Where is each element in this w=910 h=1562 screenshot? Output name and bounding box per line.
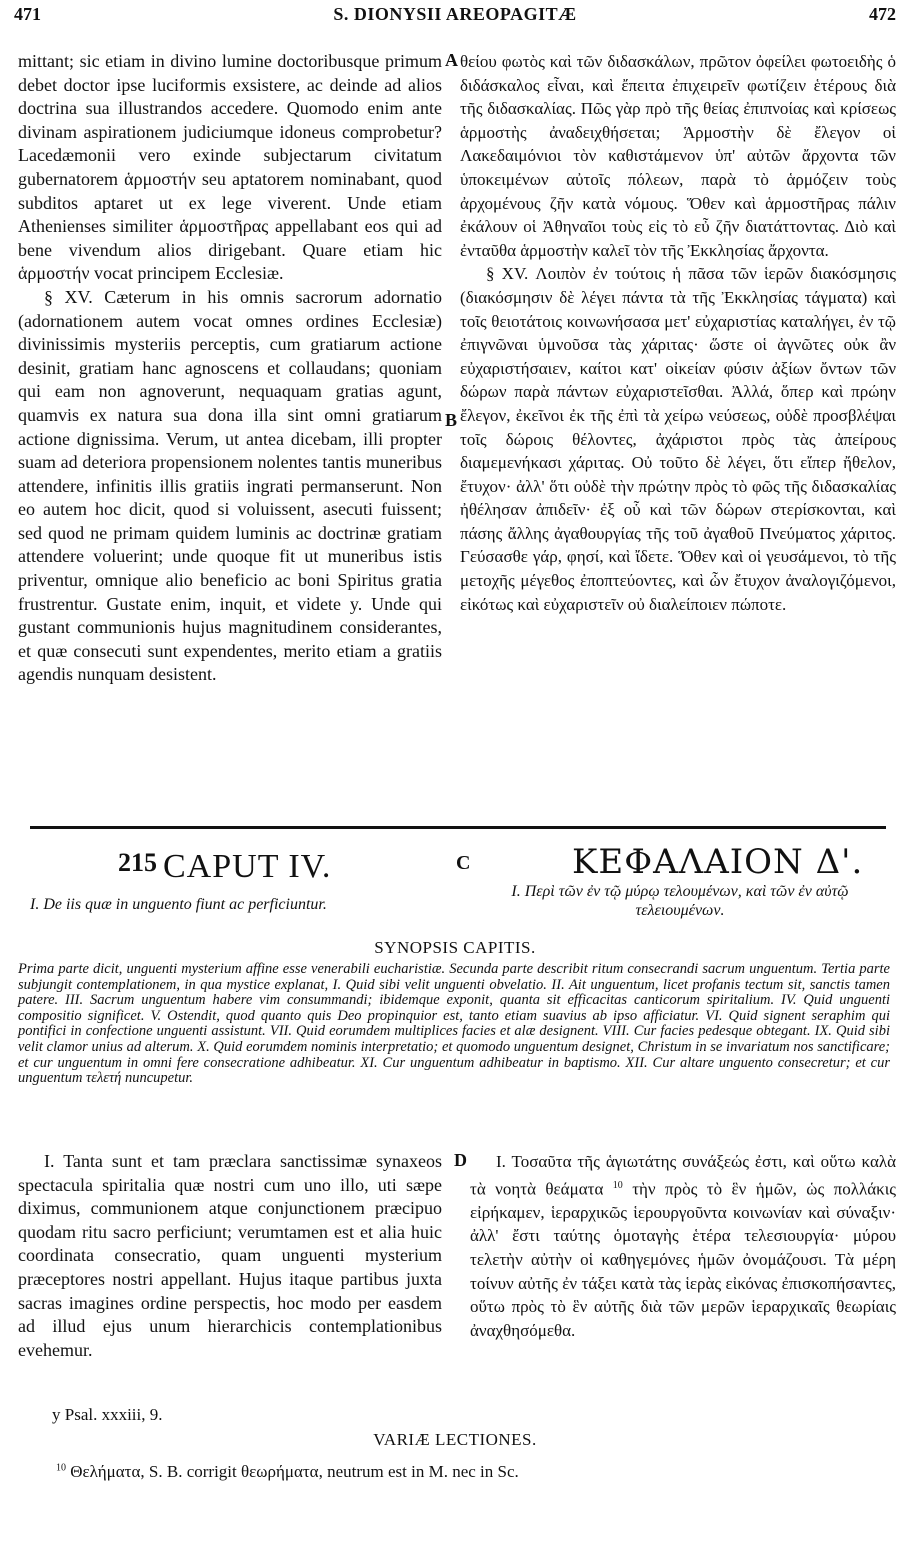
latin-column-top xyxy=(18,50,442,687)
latin-paragraph: § XV. Cæterum in his omnis sacrorum adornatio (adornationem autem vocat omnes ordines Ecclesiæ) divinissimis mysteriis perceptis, cum gratiarum actione desinit, gratiam hanc agnoscens et collaudans; quoniam qui eam non agnoverunt, nequaquam gratias agunt, quamvis ex natura sua dona illa sint omni gratiarum actione dignissima. Verum, ut antea dicebam, illi propter suam ad deteriora propensionem nolentes tantis muneribus attendere, infinitis illis gratiis ingrati permanserunt. Non eo autem hoc dicit, quod si voluissent, asecuti fuissent; sed quod ne primam quidem luminis ac doctrinæ gratiam attendere voluerint; unde quoque fit ut muneribus istis priventur, omnique alio beneficio ac boni Spiritus gratia frustrentur. Gustate enim, inquit, et videte y. Unde qui gustant communionis hujus magnitudinem considerantes, et quæ consecuti sunt expendentes, merito etiam a gratiis agendis nunquam desistent. xyxy=(18,286,442,685)
variants-heading: VARIÆ LECTIONES. xyxy=(373,1430,537,1449)
greek-paragraph: § XV. Λοιπὸν ἐν τούτοις ἡ πᾶσα τῶν ἱερῶν διακόσμησις (διακόσμησιν δὲ λέγει πάντα τὰ τῆς Ἐκκλησίας τάγματα) καὶ τοῖς θειοτάτοις κοινωνήσασα μετ' εὐχαριστίας καταλήγει, ἐν τῷ ἐπιγνῶναι ὑμνοῦσα τὰς χάριτας· ὥστε οἱ ἀγνῶτες οὐκ ἂν εὐχαριστήσαιεν, καίτοι κατ' οἰκείαν φύσιν ἀξίων ὄντων τῶν δώρων παρὰ πάντων εὐχαριστεῖσθαι. Ἀλλά, ὅπερ καὶ πρώην ἔλεγον, ἐκεῖνοι ἐκ τῆς ἐπὶ τὰ χείρω νεύσεως, οὐδὲ προσβλέψαι τοῖς δώροις θέλοντες, ἀχάριστοι πρὸς τὰς ἀπείρους διαμεμενήκασι χάριτας. Οὐ τοῦτο δὲ λέγει, ὅτι εἴπερ ἤθελον, ἔτυχον· ἀλλ' ὅτι οὐδὲ τὴν πρώτην πρὸς τὸ φῶς τῆς διδασκαλίας ἠθέλησαν ἀπιδεῖν· ἐξ οὗ καὶ τῶν δώρων στερίσκονται, καὶ πάσης ἄλλης ἀγαθουργίας τῆς τοῦ ἀγαθοῦ Πνεύματος χάριτος. Γεύσασθε γάρ, φησί, καὶ ἴδετε. Ὅθεν καὶ οἱ γευσάμενοι, τὸ τῆς μετοχῆς μέγεθος ἐποπτεύοντες, καὶ ὧν ἔτυχον ἀναλογιζόμενοι, εἰκότως καὶ εὐχαριστεῖν οὐ διαλείποιεν πώποτε. xyxy=(460,264,896,614)
latin-column-bottom xyxy=(18,1150,442,1362)
right-page-number: 472 xyxy=(869,4,896,24)
greek-column-bottom xyxy=(470,1150,896,1342)
note-marker: 10 xyxy=(56,1462,66,1474)
latin-chapter-subtitle: I. De iis quæ in unguento fiunt ac perficiuntur. xyxy=(30,896,327,913)
synopsis-text: Prima parte dicit, unguenti mysterium affine esse venerabili eucharistiæ. Secunda parte describit ritum consecrandi sacrum unguentum. Tertia parte subjungit contemplationem, in qua mystice explanat, I. Quid sibi velit unguenti obvelatio. II. Ait unguentum, licet profanis tectum sit, sanctis tamen patere. III. Sacrum unguentum habere vim consummandi; ibidemque exponit, quanta sit efficacitas canticorum spiritalium. IV. Quid unguenti compositio significet. V. Ostendit, quod quanto quis Deo propinquior est, tanto etiam suavius ab ipso afficiatur. VI. Quid signent seraphim qui pontifici in confectione unguenti assistunt. VII. Quid eorumdem multiplices facies et alæ designent. VIII. Cur facies pedesque obtegant. IX. Quid sibi velit clamor unius ad alterum. X. Quid eorumdem nominis interpretatio; et quomodo unguentum designet, Christum in se invariatum nos sanctificare; et cur unguentum in omni fere consecratione adhibeatur. XI. Cur unguentum adhibeatur in baptismo. XII. Cur altare unguento consecretur; et cur unguentum τελετή nuncupetur. xyxy=(18,961,890,1087)
running-title: S. DIONYSII AREOPAGITÆ xyxy=(333,4,577,24)
synopsis-heading: SYNOPSIS CAPITIS. xyxy=(374,938,536,957)
left-page-number: 471 xyxy=(14,4,41,24)
column-number: 215 xyxy=(118,848,157,877)
section-rule xyxy=(30,826,886,829)
margin-letter-d: D xyxy=(454,1150,467,1170)
latin-paragraph: mittant; sic etiam in divino lumine doctoribusque primum debet doctor ipse luciformis exsistere, ac deinde ad alios doctrina sua illustrandos accedere. Quomodo enim ante divinam aspirationem judiciumque idoneus comprobetur? Lacedæmonii vero exinde subjectarum civitatum gubernatorem ἁρμοστήν seu aptatorem nominabant, quod subditos aptaret ut ex lege viverent. Unde etiam Athenienses similiter ἁρμοστῆρας appellabant eos qui ad bene vivendum alios dirigebant. Quare etiam hic ἁρμοστήν vocat principem Ecclesiæ. xyxy=(18,51,442,284)
greek-column-top xyxy=(460,50,896,616)
margin-letter-a: A xyxy=(445,50,458,70)
latin-paragraph: I. Tanta sunt et tam præclara sanctissimæ synaxeos spectacula spiritalia quæ nostri cum uno illo, uti sæpe diximus, communionem atque conjunctionem præcipuo quodam ritu sacro perficiunt; verumtamen est et alia huic coordinata consecratio, quam unguenti mysterium præceptores nostri appellant. Hujus itaque partibus juxta sacras imagines ordine perspectis, hoc modo per easdem ad illud ejus unum hierarchicis contemplationibus evehemur. xyxy=(18,1151,442,1360)
greek-chapter-title: ΚΕΦΑΛΑΙΟΝ Δ'. xyxy=(572,842,864,882)
running-header xyxy=(14,4,896,30)
greek-chapter-subtitle: Ι. Περὶ τῶν ἐν τῷ μύρῳ τελουμένων, καὶ τῶν ἐν αὐτῷ τελειουμένων. xyxy=(511,883,849,919)
margin-letter-b: B xyxy=(445,410,458,430)
latin-chapter-title: CAPUT IV. xyxy=(163,848,332,885)
chapter-heading-latin xyxy=(118,848,331,886)
greek-paragraph: θείου φωτὸς καὶ τῶν διδασκάλων, πρῶτον ὀφείλει φωτοειδὴς ὁ διδάσκαλος εἶναι, καὶ ἔπειτα ἐπιχειρεῖν φωτίζειν ἑτέρους διὰ τῆς διδασκαλίας. Πῶς γὰρ πρὸ τῆς θείας ἐπιπνοίας καὶ κρίσεως ἁρμοστὴς ἀναδειχθήσεται; Ἁρμοστὴν δὲ ἔλεγον οἱ Λακεδαιμόνιοι τὸν καθιστάμενον ὑπ' αὐτῶν ἄρχοντα τῶν ὑποκειμένων αὐτοῖς πόλεων, παρὰ τὸ ἁρμόζειν τοὺς ἀρχομένους ζῆν κατὰ νόμους. Ὅθεν καὶ ἁρμοστῆρας πάλιν ἐκάλουν οἱ Ἀθηναῖοι τοὺς εἰς τὸ εὖ ζῆν διατάττοντας. Διὸ καὶ ἐνταῦθα ἁρμοστὴν καλεῖ τὸν τῆς Ἐκκλησίας ἄρχοντα. xyxy=(460,52,896,260)
note-marker: 10 xyxy=(612,1179,623,1191)
margin-letter-c: C xyxy=(456,852,471,874)
variant-note: $^{10}$ Θελήματα, S. B. corrigit θεωρήματα, neutrum est in M. nec in Sc. xyxy=(56,1462,519,1481)
greek-paragraph: Ι. Τοσαῦτα τῆς ἁγιωτάτης συνάξεώς ἐστι, καὶ οὕτω καλὰ τὰ νοητὰ θεάματα $^{10}$ τὴν πρὸς τὸ ἓν ἡμῶν, ὡς πολλάκις εἰρήκαμεν, ἱεραρχικῶς ἱερουργοῦντα κοινωνίαν καὶ σύναξιν· ἀλλ' ἔστι ταύτης ὁμοταγὴς ἑτέρα τελεσιουργία· μύρου τελετὴν αὐτὴν οἱ καθηγεμόνες ἡμῶν ὀνομάζουσι. Τὰ μέρη τοίνυν αὐτῆς ἐν τάξει κατὰ τὰς ἱερὰς εἰκόνας ἐπισκοπήσαντες, οὕτω πρὸς τὸ ἓν αὐτῆς διὰ τῶν μερῶν ἱεραρχικαῖς θεωρίαις ἀναχθησόμεθα. xyxy=(470,1152,896,1340)
scripture-footnote: y Psal. xxxiii, 9. xyxy=(52,1405,163,1424)
